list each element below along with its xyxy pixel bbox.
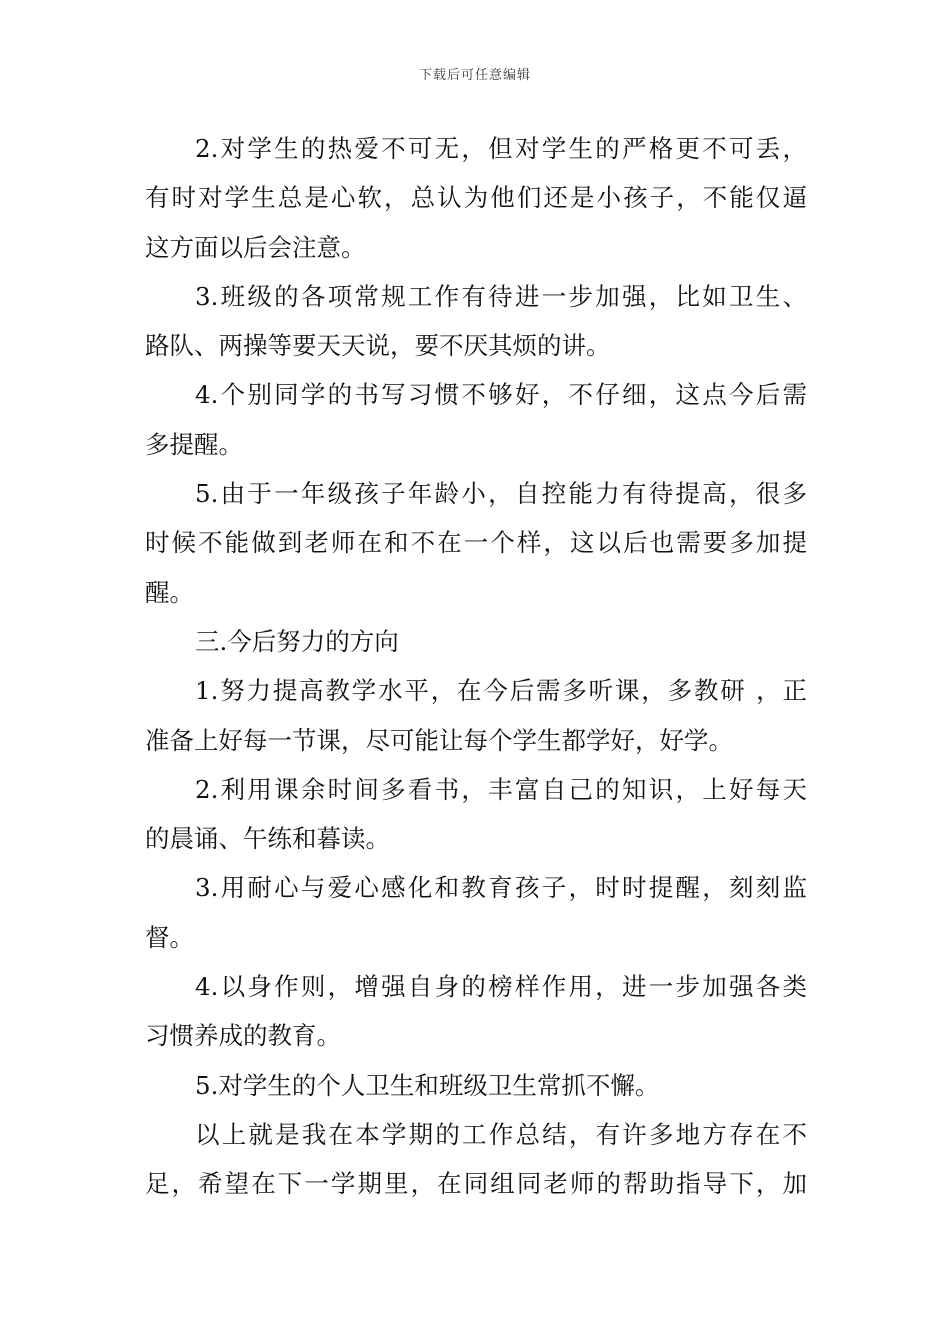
text-line: 的晨诵、午练和暮读。: [145, 824, 390, 854]
text-line: 2.利用课余时间多看书，丰富自己的知识，上好每天: [195, 774, 807, 804]
text-line: 路队、两操等要天天说，要不厌其烦的讲。: [145, 331, 611, 361]
text-line: 督。: [145, 922, 194, 952]
text-line: 以上就是我在本学期的工作总结，有许多地方存在不: [195, 1119, 807, 1149]
text-line: 3.班级的各项常规工作有待进一步加强，比如卫生、: [195, 281, 807, 311]
text-line: 4.个别同学的书写习惯不够好，不仔细，这点今后需: [195, 380, 807, 410]
text-line: 准备上好每一节课，尽可能让每个学生都学好，好学。: [145, 725, 733, 755]
text-line: 足，希望在下一学期里，在同组同老师的帮助指导下，加: [145, 1169, 807, 1199]
text-line: 1.努力提高教学水平，在今后需多听课，多教研 ，正: [195, 676, 807, 706]
text-line: 时候不能做到老师在和不在一个样，这以后也需要多加提: [145, 528, 807, 558]
text-line: 有时对学生总是心软，总认为他们还是小孩子，不能仅逼: [145, 183, 807, 213]
text-line: 醒。: [145, 577, 194, 607]
text-line: 5.由于一年级孩子年龄小，自控能力有待提高，很多: [195, 479, 807, 509]
text-line: 这方面以后会注意。: [145, 232, 366, 262]
text-line: 3.用耐心与爱心感化和教育孩子，时时提醒，刻刻监: [195, 873, 807, 903]
text-line: 习惯养成的教育。: [145, 1021, 341, 1051]
text-line: 5.对学生的个人卫生和班级卫生常抓不懈。: [195, 1070, 660, 1100]
text-line: 三.今后努力的方向: [195, 626, 399, 656]
document-body: [145, 124, 807, 1209]
text-line: 2.对学生的热爱不可无，但对学生的严格更不可丢，: [195, 134, 807, 163]
text-line: 多提醒。: [145, 429, 243, 459]
text-line: 4.以身作则，增强自身的榜样作用，进一步加强各类: [195, 972, 807, 1002]
page-header: 下载后可任意编辑: [418, 68, 531, 83]
